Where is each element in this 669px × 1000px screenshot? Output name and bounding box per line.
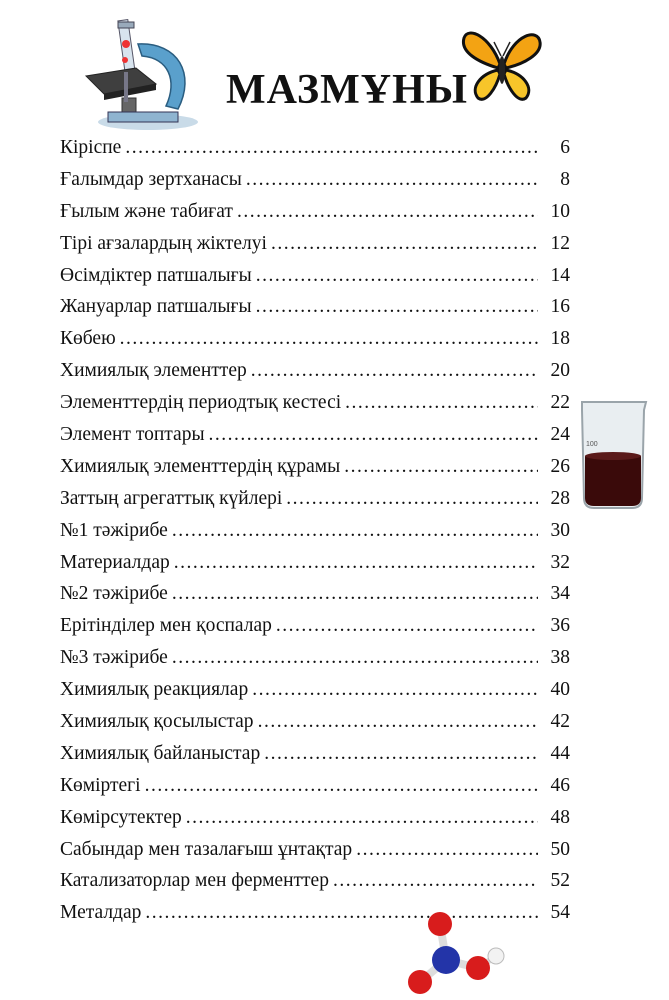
toc-entry	[60, 328, 570, 360]
toc-entry	[60, 552, 570, 584]
toc-entry-title: Сабындар мен тазалағыш ұнтақтар	[60, 838, 353, 860]
toc-entry	[60, 807, 570, 839]
toc-entry	[60, 265, 570, 297]
toc-page-number: 42	[550, 711, 570, 733]
toc-dot-leader	[174, 552, 538, 574]
toc-dot-leader	[276, 615, 538, 637]
toc-dot-leader	[120, 328, 538, 350]
toc-dot-leader	[172, 583, 538, 605]
toc-page-number: 34	[550, 583, 570, 605]
toc-dot-leader	[345, 392, 538, 414]
toc-page-number: 44	[550, 742, 570, 764]
toc-entry-title: Металдар	[60, 902, 142, 924]
toc-entry-title: Элемент топтары	[60, 424, 205, 446]
toc-entry-title: Көмірсутектер	[60, 806, 182, 828]
toc-entry	[60, 456, 570, 488]
toc-dot-leader	[125, 137, 538, 159]
toc-entry	[60, 201, 570, 233]
toc-entry-title: Химиялық элементтердің құрамы	[60, 455, 341, 477]
molecule-icon	[404, 910, 510, 1000]
toc-entry	[60, 615, 570, 647]
toc-entry	[60, 870, 570, 902]
toc-dot-leader	[333, 870, 538, 892]
toc-dot-leader	[356, 839, 538, 861]
toc-entry-title: Химиялық байланыстар	[60, 742, 261, 764]
toc-page-number: 12	[550, 232, 570, 254]
toc-entry-title: Жануарлар патшалығы	[60, 296, 252, 318]
toc-page-number: 28	[550, 487, 570, 509]
toc-entry	[60, 520, 570, 552]
toc-page-number: 38	[550, 647, 570, 669]
toc-entry	[60, 775, 570, 807]
toc-entry	[60, 743, 570, 775]
table-of-contents	[60, 137, 570, 934]
toc-entry	[60, 839, 570, 871]
toc-dot-leader	[271, 233, 538, 255]
toc-entry	[60, 169, 570, 201]
toc-entry	[60, 424, 570, 456]
toc-page-number: 6	[560, 137, 570, 158]
toc-page-number: 22	[550, 392, 570, 414]
toc-page-number: 18	[550, 328, 570, 350]
toc-entry	[60, 583, 570, 615]
toc-page-number: 52	[550, 870, 570, 892]
toc-entry	[60, 296, 570, 328]
toc-entry	[60, 360, 570, 392]
toc-page-number: 10	[550, 200, 570, 222]
toc-dot-leader	[256, 296, 538, 318]
toc-dot-leader	[286, 488, 538, 510]
toc-entry-title: №2 тәжірибе	[60, 583, 168, 605]
svg-text:100: 100	[586, 441, 598, 448]
toc-page-number: 54	[550, 902, 570, 924]
toc-dot-leader	[246, 169, 538, 191]
toc-page-number: 36	[550, 615, 570, 637]
toc-entry-title: Ғылым және табиғат	[60, 200, 233, 222]
toc-dot-leader	[252, 679, 538, 701]
toc-dot-leader	[264, 743, 538, 765]
toc-entry-title: Катализаторлар мен ферменттер	[60, 870, 329, 892]
beaker-icon	[576, 398, 652, 512]
microscope-icon	[78, 14, 204, 134]
toc-dot-leader	[344, 456, 538, 478]
toc-entry-title: №1 тәжірибе	[60, 519, 168, 541]
toc-page-number: 48	[550, 806, 570, 828]
toc-page-number: 16	[550, 296, 570, 318]
toc-page-number: 14	[550, 264, 570, 286]
toc-entry	[60, 488, 570, 520]
toc-dot-leader	[209, 424, 538, 446]
toc-dot-leader	[186, 807, 538, 829]
toc-entry	[60, 647, 570, 679]
toc-entry-title: Ерітінділер мен қоспалар	[60, 615, 272, 637]
toc-page-number: 32	[550, 551, 570, 573]
toc-entry	[60, 233, 570, 265]
toc-entry-title: Химиялық элементтер	[60, 360, 247, 382]
toc-entry-title: Химиялық реакциялар	[60, 679, 249, 701]
toc-dot-leader	[237, 201, 538, 223]
toc-entry-title: №3 тәжірибе	[60, 647, 168, 669]
toc-page-number: 46	[550, 774, 570, 796]
toc-entry-title: Ғалымдар зертханасы	[60, 168, 242, 190]
toc-dot-leader	[258, 711, 538, 733]
butterfly-icon	[460, 26, 544, 104]
toc-entry	[60, 137, 570, 169]
toc-entry-title: Химиялық қосылыстар	[60, 711, 254, 733]
toc-dot-leader	[145, 775, 538, 797]
toc-entry	[60, 392, 570, 424]
toc-entry-title: Элементтердің периодтық кестесі	[60, 392, 342, 414]
toc-page-number: 30	[550, 519, 570, 541]
toc-dot-leader	[256, 265, 538, 287]
toc-entry	[60, 711, 570, 743]
toc-entry	[60, 679, 570, 711]
toc-entry-title: Материалдар	[60, 551, 170, 573]
toc-entry-title: Көбею	[60, 328, 116, 350]
toc-entry-title: Кіріспе	[60, 137, 122, 158]
toc-page-number: 20	[550, 360, 570, 382]
toc-dot-leader	[172, 520, 538, 542]
toc-dot-leader	[251, 360, 538, 382]
page-title: МАЗМҰНЫ	[226, 67, 468, 113]
toc-entry-title: Тірі ағзалардың жіктелуі	[60, 232, 267, 254]
toc-page-number: 40	[550, 679, 570, 701]
toc-page-number: 8	[560, 168, 570, 190]
toc-entry-title: Көміртегі	[60, 774, 141, 796]
toc-entry-title: Өсімдіктер патшалығы	[60, 264, 252, 286]
toc-page-number: 24	[550, 424, 570, 446]
toc-dot-leader	[172, 647, 538, 669]
toc-page-number: 26	[550, 455, 570, 477]
toc-entry-title: Заттың агрегаттық күйлері	[60, 487, 283, 509]
toc-page-number: 50	[550, 838, 570, 860]
